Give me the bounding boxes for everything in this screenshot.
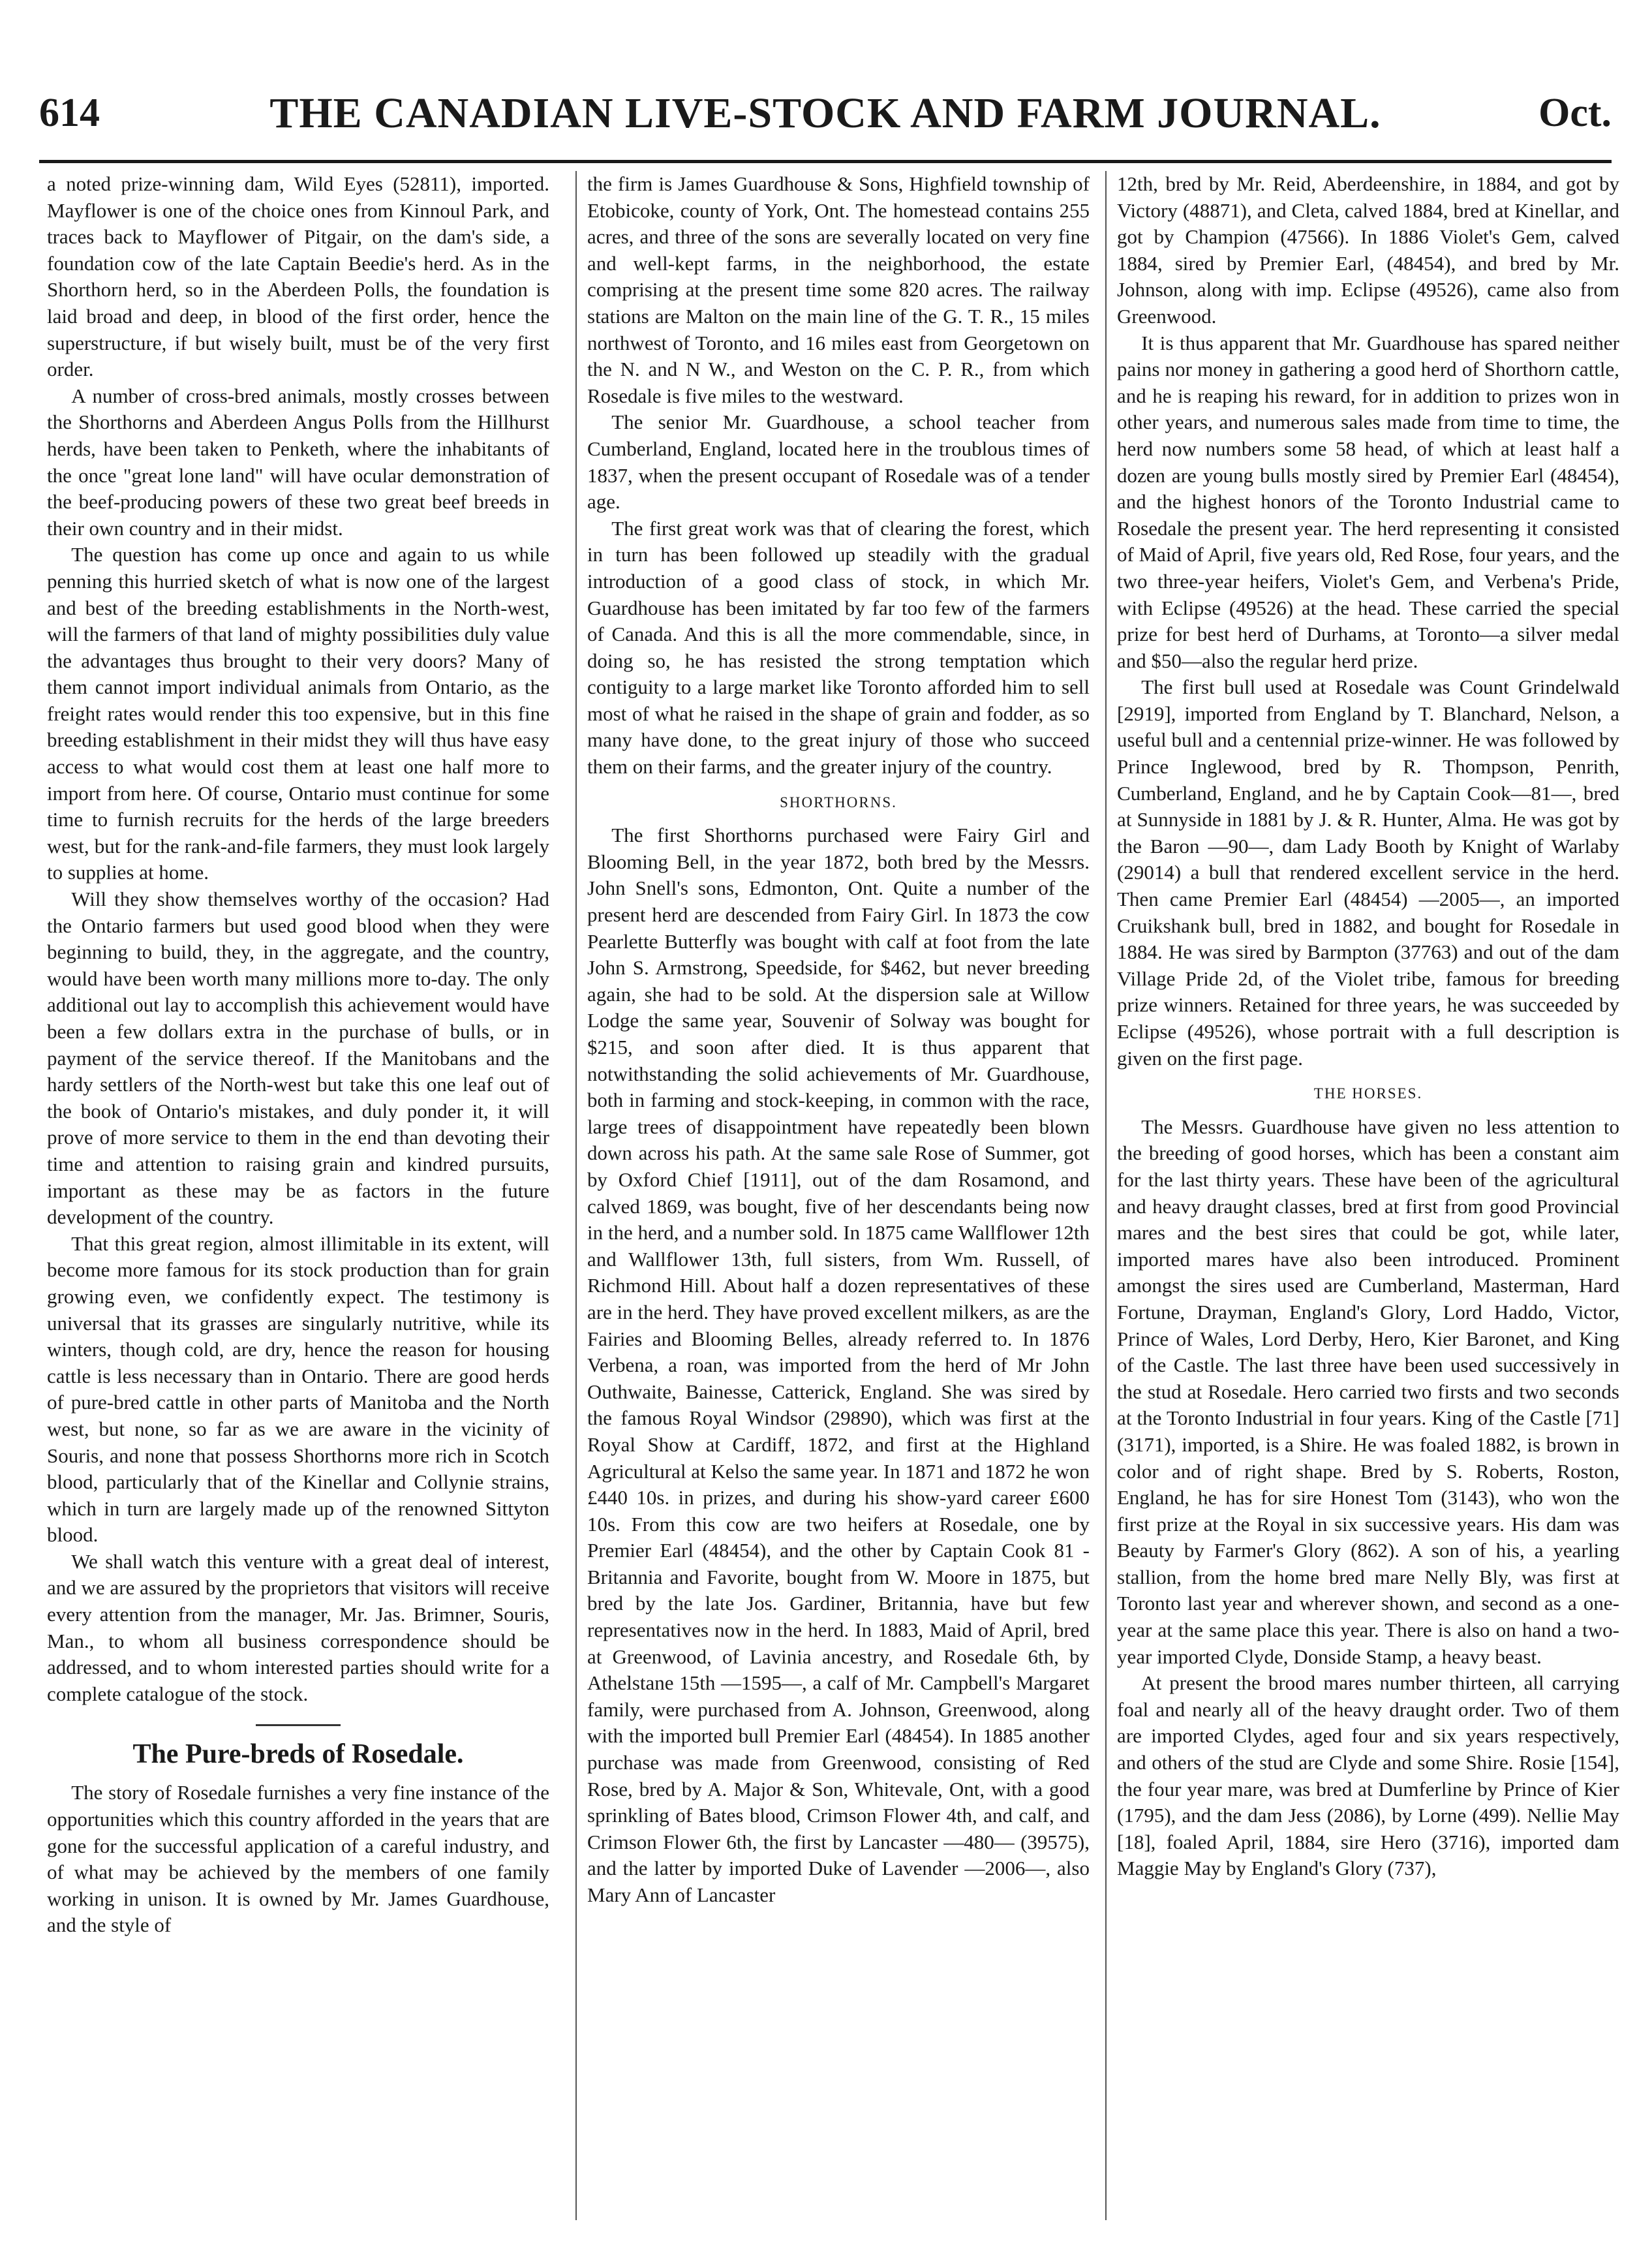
column-divider xyxy=(1105,171,1107,2220)
paragraph: a noted prize-winning dam, Wild Eyes (52811), imported. Mayflower is one of the choice ones from Kinnoul Park, and traces back to Mayflower of Pitgair, on the dam's side, a foundation cow of the late Captain Beedie's herd. As in the Shorthorn herd, so in the Aberdeen Polls, the foundation is laid broad and deep, in blood of the first order, hence the superstructure, if but wisely built, must be of the very first order. xyxy=(47,172,549,381)
paragraph: 12th, bred by Mr. Reid, Aberdeenshire, in 1884, and got by Victory (48871), and Cleta, calved 1884, bred at Kinellar, and got by Champion (47566). In 1886 Violet's Gem, calved 1884, sired by Premier Earl, (48454), and bred by Mr. Johnson, along with imp. Eclipse (49526), came also from Greenwood. xyxy=(1117,172,1619,328)
column-1 xyxy=(47,171,549,1939)
issue-month: Oct. xyxy=(1538,91,1612,135)
paragraph: The question has come up once and again to us while penning this hurried sketch of what is now one of the largest and best of the breeding establishments in the North-west, will the farmers of that land of mighty possibilities duly value the advantages thus brought to their very doors? Many of them cannot import individual animals from Ontario, as the freight rates would render this too expensive, but in this fine breeding establishment in their midst they will thus have easy access to what would cost them at least one half more to import from here. Of course, Ontario must continue for some time to furnish recruits for the herds of the large breeders west, but for the rank-and-file farmers, they must look largely to supplies at home. xyxy=(47,543,549,884)
article-divider xyxy=(256,1724,341,1726)
page-header xyxy=(39,84,1612,155)
paragraph: It is thus apparent that Mr. Guardhouse has spared neither pains nor money in gathering a good herd of Shorthorn cattle, and he is reaping his reward, for in addition to prizes won in other years, and numerous sales made from time to time, the herd now numbers some 58 head, of which at least half a dozen are young bulls mostly sired by Premier Earl (48454), and the highest honors of the Toronto Industrial came to Rosedale the present year. The herd representing it consisted of Maid of April, five years old, Red Rose, four years, and the two three-year heifers, Violet's Gem, and Verbena's Pride, with Eclipse (49526) at the head. These carried the special prize for best herd of Durhams, at Toronto—a silver medal and $50—also the regular herd prize. xyxy=(1117,331,1619,672)
page-number: 614 xyxy=(39,91,100,135)
article-title: The Pure-breds of Rosedale. xyxy=(132,1739,464,1770)
column-divider xyxy=(575,171,577,2220)
column-2 xyxy=(587,171,1090,1909)
paragraph: The story of Rosedale furnishes a very fine instance of the opportunities which this country afforded in the years that are gone for the successful application of a careful industry, and of what may be achieved by the members of one family working in unison. It is owned by Mr. James Guardhouse, and the style of xyxy=(47,1781,549,1937)
paragraph: That this great region, almost illimitable in its extent, will become more famous for its stock production than for grain growing even, we confidently expect. The testimony is universal that its grasses are singularly nutritive, while its winters, though cold, are dry, hence the reason for housing cattle is less necessary than in Ontario. There are good herds of pure-bred cattle in other parts of Manitoba and the North west, but none, so far as we are aware in the vicinity of Souris, and none that possess Shorthorns more rich in Scotch blood, particularly that of the Kinellar and Collynie strains, which in turn are largely made up of the renowned Sittyton blood. xyxy=(47,1231,549,1547)
paragraph: The first Shorthorns purchased were Fairy Girl and Blooming Bell, in the year 1872, both bred by the Messrs. John Snell's sons, Edmonton, Ont. Quite a number of the present herd are descended from Fairy Girl. In 1873 the cow Pearlette Butterfly was bought with calf at foot from the late John S. Armstrong, Speedside, for $462, but never breeding again, she had to be sold. At the dispersion sale at Willow Lodge the same year, Souvenir of Solway was bought for $215, and soon after died. It is thus apparent that notwithstanding the solid achievements of Mr. Guardhouse, both in farming and stock-keeping, in common with the race, large trees of disappointment have repeatedly been blown down across his path. At the same sale Rose of Summer, got by Oxford Chief [1911], out of the dam Rosamond, and calved 1869, was bought, five of her descendants being now in the herd, and a number sold. In 1875 came Wallflower 12th and Wallflower 13th, full sisters, from Wm. Russell, of Richmond Hill. About half a dozen representatives of these are in the herd. They have proved excellent milkers, as are the Fairies and Blooming Belles, already referred to. In 1876 Verbena, a roan, was imported from the herd of Mr John Outhwaite, Bainesse, Catterick, England. She was sired by the famous Royal Windsor (29890), which was first at the Royal Show at Cardiff, 1872, and first at the Highland Agricultural at Kelso the same year. In 1871 and 1872 he won £440 10s. in prizes, and during his show-yard career £600 10s. From this cow are two heifers at Rosedale, one by Premier Earl (48454), and the other by Captain Cook 81 - Britannia and Favorite, bought from W. Moore in 1875, but bred by the late Jos. Gardiner, Britannia, have but few representatives now in the herd. In 1883, Maid of April, bred at Greenwood, of Lavinia ancestry, and Rosedale 6th, by Athelstane 15th —1595—, a calf of Mr. Campbell's Margaret family, were purchased from A. Johnson, Greenwood, along with the imported bull Premier Earl (48454). In 1885 another purchase was made from Greenwood, consisting of Red Rose, bred by A. Major & Son, Whitevale, Ont, with a good sprinkling of Bates blood, Crimson Flower 4th, and calf, and Crimson Flower 6th, the first by Lancaster —480— (39575), and the latter by imported Duke of Lavender —2006—, also Mary Ann of Lancaster xyxy=(587,824,1090,1906)
journal-title: THE CANADIAN LIVE-STOCK AND FARM JOURNAL. xyxy=(269,89,1381,137)
paragraph: Will they show themselves worthy of the occasion? Had the Ontario farmers but used good blood when they were beginning to build, they, in the aggregate, and the country, would have been worth many millions more to-day. The only additional out lay to accomplish this achievement would have been a few dollars extra in the purchase of bulls, or in payment of the service thereof. If the Manitobans and the hardy settlers of the North-west but take this one leaf out of the book of Ontario's mistakes, and duly ponder it, it will prove of more service to them in the end than devoting their time and attention to raising grain and kindred pursuits, important as these may be as factors in the future development of the country. xyxy=(47,888,549,1229)
header-rule xyxy=(39,160,1612,163)
paragraph: We shall watch this venture with a great deal of interest, and we are assured by the proprietors that visitors will receive every attention from the manager, Mr. Jas. Brimner, Souris, Man., to whom all business correspondence should be addressed, and to whom interested parties should write for a complete catalogue of the stock. xyxy=(47,1549,549,1705)
paragraph: The senior Mr. Guardhouse, a school teacher from Cumberland, England, located here in the troublous times of 1837, when the present occupant of Rosedale was of a tender age. xyxy=(587,410,1090,514)
paragraph: The Messrs. Guardhouse have given no less attention to the breeding of good horses, which has been a constant aim for the last thirty years. These have been of the agricultural and heavy draught classes, bred at first from good Provincial mares and the best sires that could be got, while later, imported mares have also been introduced. Prominent amongst the sires used are Cumberland, Masterman, Hard Fortune, Drayman, England's Glory, Lord Haddo, Victor, Prince of Wales, Lord Derby, Hero, Kier Baronet, and King of the Castle. The last three have been used successively in the stud at Rosedale. Hero carried two firsts and two seconds at the Toronto Industrial in four years. King of the Castle [71] (3171), imported, is a Shire. He was foaled 1882, is brown in color and of right shape. Bred by S. Roberts, Roston, England, he has for sire Honest Tom (3143), who won the first prize at the Royal in six successive years. His dam was Beauty by Farmer's Glory (862). A son of his, a yearling stallion, from the home bred mare Nelly Bly, was first at Toronto last year and wherever shown, and second as a one-year at the same place this year. There is also on hand a two-year imported Clyde, Donside Stamp, a heavy beast. xyxy=(1117,1115,1619,1668)
paragraph: The first bull used at Rosedale was Count Grindelwald [2919], imported from England by T. Blanchard, Nelson, a useful bull and a centennial prize-winner. He was followed by Prince Inglewood, bred by R. Thompson, Penrith, Cumberland, England, and he by Captain Cook—81—, bred at Sunnyside in 1881 by J. & R. Hunter, Alma. He was got by the Baron —90—, dam Lady Booth by Knight of Warlaby (29014) a bull that rendered excellent service in the herd. Then came Premier Earl (48454) —2005—, an imported Cruikshank bull, bred in 1882, and bought for Rosedale in 1884. He was sired by Barmpton (37763) and out of the dam Village Pride 2d, of the Violet tribe, famous for breeding prize winners. Retained for three years, he was succeeded by Eclipse (49526), whose portrait with a full description is given on the first page. xyxy=(1117,675,1619,1070)
paragraph: A number of cross-bred animals, mostly crosses between the Shorthorns and Aberdeen Angus Polls from the Hillhurst herds, have been taken to Penketh, where the inhabitants of the once "great lone land" will have ocular demonstration of the beef-producing powers of these two great beef breeds in their own country and in their midst. xyxy=(47,384,549,540)
paragraph: The first great work was that of clearing the forest, which in turn has been followed up steadily with the gradual introduction of a good class of stock, in which Mr. Guardhouse has been imitated by far too few of the farmers of Canada. And this is all the more commendable, since, in doing so, he has resisted the strong temptation which contiguity to a large market like Toronto afforded him to sell most of what he raised in the shape of grain and fodder, as so many have done, to the great injury of those who succeed them on their farms, and the greater injury of the country. xyxy=(587,516,1090,779)
section-heading-horses: THE HORSES. xyxy=(1313,1085,1423,1102)
column-3 xyxy=(1117,171,1619,1882)
paragraph: the firm is James Guardhouse & Sons, Highfield township of Etobicoke, county of York, Ont. The homestead contains 255 acres, and three of the sons are severally located on very fine and well-kept farms, in the neighborhood, the estate comprising at the present time some 820 acres. The railway stations are Malton on the main line of the G. T. R., 15 miles northwest of Toronto, and 16 miles east from Georgetown on the N. and N W., and Weston on the C. P. R., from which Rosedale is five miles to the westward. xyxy=(587,172,1090,407)
paragraph: At present the brood mares number thirteen, all carrying foal and nearly all of the heavy draught order. Two of them are imported Clydes, aged four and six years respectively, and others of the stud are Clyde and some Shire. Rosie [154], the four year mare, was bred at Dumferline by Prince of Kier (1795), and the dam Jess (2086), by Lorne (499). Nellie May [18], foaled April, 1884, sire Hero (3716), imported dam Maggie May by England's Glory (737), xyxy=(1117,1671,1619,1880)
section-heading-shorthorns: SHORTHORNS. xyxy=(780,794,897,811)
